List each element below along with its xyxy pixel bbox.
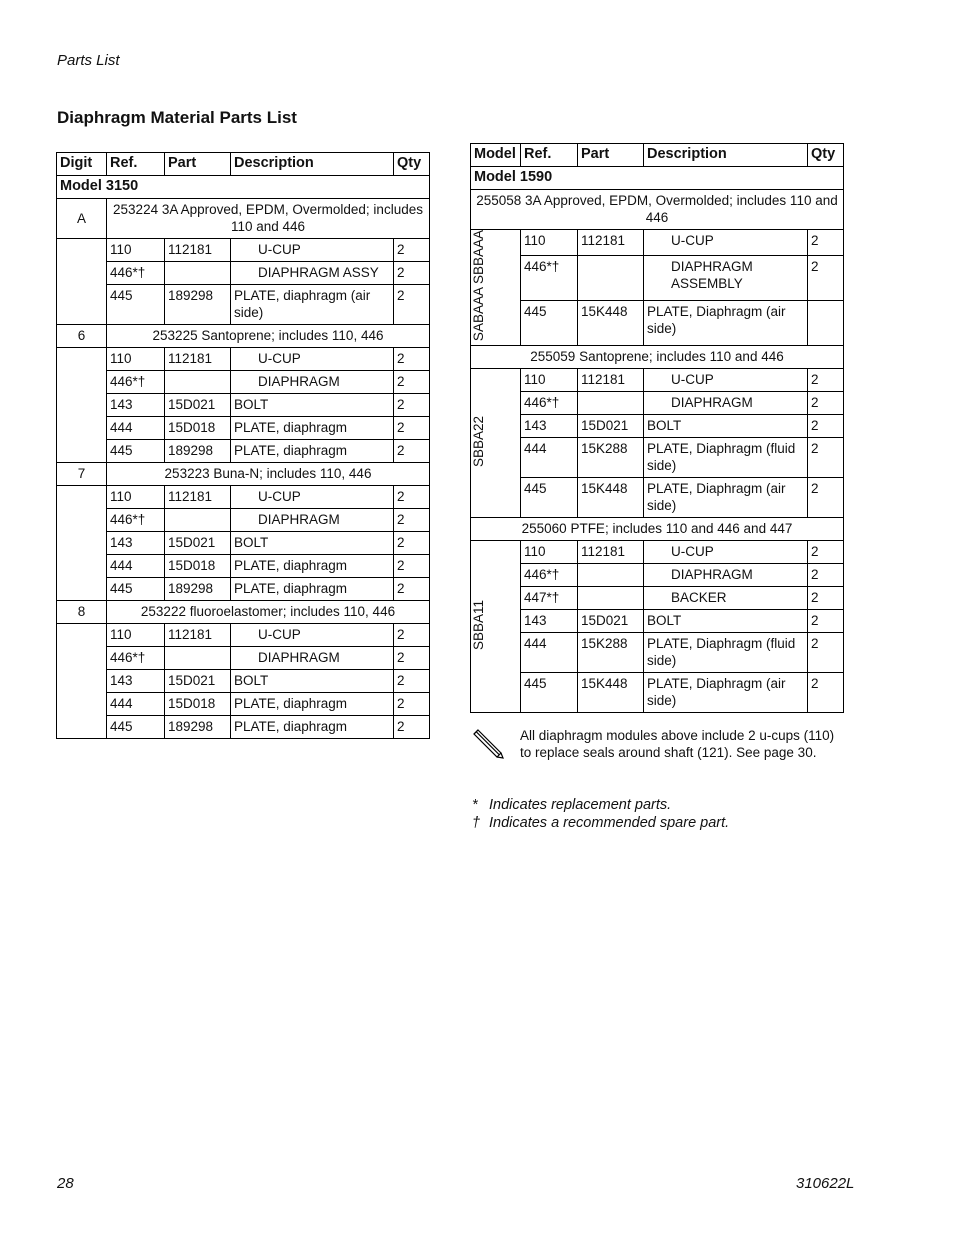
qty-cell: 2 [394,509,430,532]
column-header: Ref. [107,153,165,176]
ref-cell: 446*† [521,392,578,415]
description-cell: U-CUP [644,230,808,256]
description-cell: U-CUP [644,369,808,392]
ref-cell: 445 [107,578,165,601]
description-cell: U-CUP [231,624,394,647]
table-row [471,541,844,564]
digit-spacer [57,624,107,739]
digit-code: A [57,199,107,239]
ref-cell: 446*† [521,255,578,300]
qty-cell: 2 [394,647,430,670]
table-row [57,555,430,578]
table-row [471,564,844,587]
ref-cell: 444 [107,555,165,578]
table-row [471,415,844,438]
qty-cell: 2 [394,394,430,417]
part-cell: 112181 [165,348,231,371]
description-cell: PLATE, diaphragm (air side) [231,285,394,325]
qty-cell: 2 [394,624,430,647]
table-row [471,392,844,415]
qty-cell: 2 [808,392,844,415]
pencil-icon [472,727,504,759]
qty-cell: 2 [808,415,844,438]
table-row [57,578,430,601]
column-header: Digit [57,153,107,176]
qty-cell: 2 [808,541,844,564]
table-row [57,509,430,532]
note-text: All diaphragm modules above include 2 u-cups (110) to replace seals around shaft (121). See page 30. [520,728,835,760]
description-cell: PLATE, Diaphragm (fluid side) [644,438,808,478]
description-cell: PLATE, diaphragm [231,555,394,578]
description-cell: U-CUP [231,486,394,509]
table-row [57,440,430,463]
qty-cell: 2 [808,633,844,673]
ref-cell: 445 [521,300,578,345]
ref-cell: 445 [107,440,165,463]
model-row [471,167,844,190]
qty-cell: 2 [394,693,430,716]
part-cell: 15D021 [165,394,231,417]
part-cell: 15K448 [578,673,644,713]
part-cell: 189298 [165,716,231,739]
table-row [57,670,430,693]
qty-cell: 2 [394,417,430,440]
table-row [57,532,430,555]
description-cell: U-CUP [231,348,394,371]
part-cell: 112181 [578,541,644,564]
model-code: SBBA11 [471,599,486,650]
part-cell: 112181 [578,369,644,392]
part-cell [578,392,644,415]
table-row [57,348,430,371]
part-cell: 15D018 [165,555,231,578]
table-row [57,716,430,739]
table-row [471,300,844,345]
description-cell: U-CUP [231,239,394,262]
digit-code: 7 [57,463,107,486]
table-header-row [57,153,430,176]
ref-cell: 110 [521,230,578,256]
digit-spacer [57,486,107,601]
part-cell: 112181 [165,486,231,509]
part-cell: 112181 [578,230,644,256]
description-cell: DIAPHRAGM [644,392,808,415]
page-header: Parts List [57,52,120,69]
legend-item-spare: † Indicates a recommended spare part. [472,815,730,831]
table-row [57,262,430,285]
part-cell: 15D021 [578,415,644,438]
column-header: Part [578,144,644,167]
description-cell: PLATE, diaphragm [231,440,394,463]
qty-cell: 2 [394,348,430,371]
qty-cell: 2 [808,673,844,713]
qty-cell [808,300,844,345]
column-header: Description [644,144,808,167]
part-cell: 15K288 [578,438,644,478]
description-cell: DIAPHRAGM [231,509,394,532]
ref-cell: 143 [521,610,578,633]
table-row [471,230,844,256]
column-header: Model [471,144,521,167]
qty-cell: 2 [394,486,430,509]
table-row [57,486,430,509]
part-cell: 15K288 [578,633,644,673]
ref-cell: 143 [107,670,165,693]
table-row [471,369,844,392]
ref-cell: 110 [521,369,578,392]
legend-item-replacement: * Indicates replacement parts. [472,797,672,813]
kit-row [471,518,844,541]
part-cell: 15K448 [578,478,644,518]
ref-cell: 446*† [107,262,165,285]
part-cell [165,262,231,285]
digit-spacer [57,239,107,325]
ref-cell: 447*† [521,587,578,610]
ref-cell: 446*† [107,647,165,670]
description-cell: PLATE, diaphragm [231,417,394,440]
table-row [471,587,844,610]
table-row [471,610,844,633]
qty-cell: 2 [394,578,430,601]
model-code-cell [471,369,521,518]
kit-row [57,199,430,239]
description-cell: DIAPHRAGM ASSY [231,262,394,285]
ref-cell: 445 [107,285,165,325]
model-label: Model 1590 [471,167,844,190]
part-cell: 112181 [165,239,231,262]
page-number: 28 [57,1175,74,1192]
ref-cell: 445 [521,673,578,713]
qty-cell: 2 [808,478,844,518]
description-cell: DIAPHRAGM [231,371,394,394]
description-cell: DIAPHRAGM ASSEMBLY [644,255,808,300]
part-cell: 112181 [165,624,231,647]
part-cell [165,509,231,532]
model-code-cell [471,541,521,713]
ref-cell: 445 [521,478,578,518]
model-code: SBBA22 [471,415,486,467]
table-row [57,693,430,716]
column-header: Qty [808,144,844,167]
part-cell [578,255,644,300]
ref-cell: 110 [107,624,165,647]
footnote-legend [472,796,729,832]
document-number: 310622L [796,1175,855,1192]
page-title: Diaphragm Material Parts List [57,108,297,127]
ref-cell: 444 [107,693,165,716]
model-code-cell [471,230,521,346]
qty-cell: 2 [808,230,844,256]
qty-cell: 2 [394,716,430,739]
part-cell [578,564,644,587]
qty-cell: 2 [394,555,430,578]
table-row [57,285,430,325]
digit-code: 8 [57,601,107,624]
column-header: Ref. [521,144,578,167]
qty-cell: 2 [808,255,844,300]
qty-cell: 2 [394,239,430,262]
qty-cell: 2 [808,610,844,633]
parts-table-model-1590 [470,143,844,713]
part-cell [165,647,231,670]
table-row [471,255,844,300]
kit-description: 255059 Santoprene; includes 110 and 446 [471,346,844,369]
kit-description: 253223 Buna-N; includes 110, 446 [107,463,430,486]
ref-cell: 143 [107,394,165,417]
part-cell: 189298 [165,285,231,325]
ref-cell: 110 [521,541,578,564]
qty-cell: 2 [394,532,430,555]
description-cell: BOLT [231,394,394,417]
description-cell: PLATE, diaphragm [231,693,394,716]
table-row [57,371,430,394]
qty-cell: 2 [808,564,844,587]
ref-cell: 445 [107,716,165,739]
ref-cell: 446*† [107,371,165,394]
kit-description: 253222 fluoroelastomer; includes 110, 446 [107,601,430,624]
table-row [471,673,844,713]
part-cell [165,371,231,394]
table-row [471,478,844,518]
part-cell [578,587,644,610]
part-cell: 189298 [165,578,231,601]
qty-cell: 2 [394,262,430,285]
model-label: Model 3150 [57,176,430,199]
ref-cell: 444 [107,417,165,440]
part-cell: 15D018 [165,417,231,440]
description-cell: BOLT [231,670,394,693]
kit-row [57,601,430,624]
qty-cell: 2 [394,440,430,463]
ref-cell: 110 [107,486,165,509]
qty-cell: 2 [394,670,430,693]
description-cell: BOLT [644,610,808,633]
part-cell: 15D021 [165,532,231,555]
kit-description: 255058 3A Approved, EPDM, Overmolded; includes 110 and 446 [471,190,844,230]
table-row [471,633,844,673]
ref-cell: 446*† [107,509,165,532]
description-cell: PLATE, Diaphragm (air side) [644,478,808,518]
description-cell: PLATE, Diaphragm (fluid side) [644,633,808,673]
description-cell: BOLT [644,415,808,438]
qty-cell: 2 [808,587,844,610]
digit-code: 6 [57,325,107,348]
description-cell: BACKER [644,587,808,610]
model-row [57,176,430,199]
qty-cell: 2 [394,285,430,325]
ref-cell: 143 [521,415,578,438]
digit-spacer [57,348,107,463]
kit-description: 255060 PTFE; includes 110 and 446 and 447 [471,518,844,541]
description-cell: BOLT [231,532,394,555]
column-header: Part [165,153,231,176]
description-cell: DIAPHRAGM [231,647,394,670]
part-cell: 15D018 [165,693,231,716]
table-header-row [471,144,844,167]
qty-cell: 2 [808,369,844,392]
description-cell: PLATE, Diaphragm (air side) [644,673,808,713]
kit-row [57,325,430,348]
description-cell: DIAPHRAGM [644,564,808,587]
table-row [57,417,430,440]
qty-cell: 2 [808,438,844,478]
kit-row [471,346,844,369]
column-header: Description [231,153,394,176]
ref-cell: 444 [521,633,578,673]
kit-description: 253225 Santoprene; includes 110, 446 [107,325,430,348]
table-row [57,394,430,417]
description-cell: PLATE, diaphragm [231,716,394,739]
kit-row [57,463,430,486]
kit-description: 253224 3A Approved, EPDM, Overmolded; includes 110 and 446 [107,199,430,239]
description-cell: PLATE, Diaphragm (air side) [644,300,808,345]
description-cell: PLATE, diaphragm [231,578,394,601]
ref-cell: 110 [107,348,165,371]
table-row [57,624,430,647]
part-cell: 189298 [165,440,231,463]
part-cell: 15D021 [578,610,644,633]
table-row [57,239,430,262]
model-code: SABAAA SBBAAA [471,230,486,342]
description-cell: U-CUP [644,541,808,564]
ref-cell: 110 [107,239,165,262]
qty-cell: 2 [394,371,430,394]
table-row [57,647,430,670]
ref-cell: 446*† [521,564,578,587]
ref-cell: 444 [521,438,578,478]
part-cell: 15K448 [578,300,644,345]
column-header: Qty [394,153,430,176]
parts-table-model-3150 [56,152,430,739]
table-row [471,438,844,478]
part-cell: 15D021 [165,670,231,693]
kit-row [471,190,844,230]
ref-cell: 143 [107,532,165,555]
